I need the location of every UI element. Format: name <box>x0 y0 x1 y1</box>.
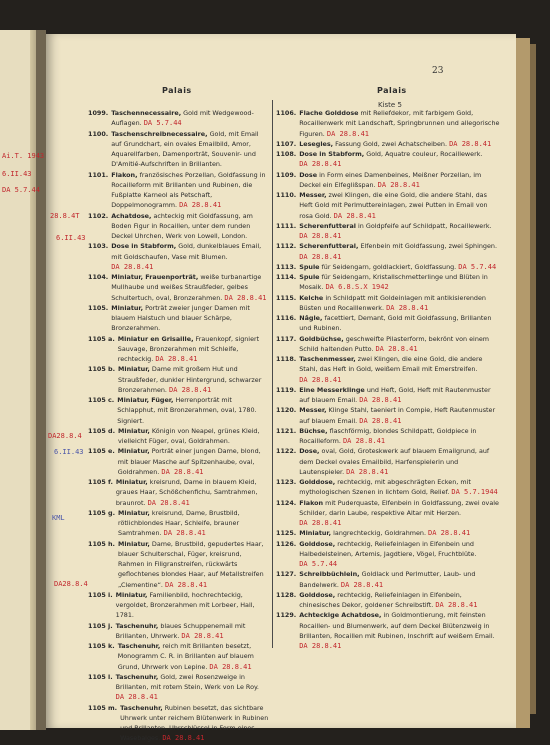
entry-number: 1114. <box>276 273 297 281</box>
entry-description <box>118 539 270 590</box>
entry-text: rechteckig, Reliefeinlagen in Elfenbein und Halbedelsteinen, Artemis, Jagdtiere, Vögel, Fruchtblüte. <box>299 539 477 558</box>
entry-number: 1105 h. <box>88 539 115 548</box>
margin-handwritten-note: 6.II.43 <box>56 234 86 242</box>
handwritten-red-note: DA 28.8.41 <box>333 211 376 220</box>
inventory-entry <box>276 539 502 570</box>
entry-text: in Schildpatt mit Goldeinlagen mit antikisierenden Büsten und Rocaillenwerk. <box>299 293 486 312</box>
inventory-entry <box>276 590 502 611</box>
entry-text: für Seidengarn, Kristallschmetterlinge und Blüten in Mosaik. <box>299 273 488 292</box>
entry-item-name: Taschennecessaire, <box>111 109 182 117</box>
entry-description <box>299 477 502 498</box>
handwritten-red-note: DA 28.8.41 <box>346 467 389 476</box>
inventory-entry <box>88 590 270 621</box>
entry-number: 1104. <box>88 273 109 281</box>
entry-item-name: Taschenuhr, <box>115 672 159 681</box>
entry-number: 1101. <box>88 170 109 179</box>
handwritten-red-note: DA 5.7.1944 <box>451 488 498 497</box>
entry-text: achteckig mit Goldfassung, am Boden Figur in Rocaillen, unter dem runden Deckel Uhrchen, Werk von Lowell, London. <box>111 211 253 240</box>
entry-text: kreisrund, Dame, Brustbild, rötlichblondes Haar, Schleife, brauner Samtrahmen. <box>118 508 240 538</box>
entry-text: Dame mit großem Hut und Straußfeder, dunkler Hintergrund, schwarzer Bronzerahmen. <box>118 365 262 394</box>
entry-text: Goldlack und Perlmutter, Laub- und Bandelwerk. <box>299 570 476 589</box>
inventory-entry <box>88 170 270 211</box>
inventory-entry <box>88 446 270 477</box>
entry-number: 1105 i. <box>88 590 113 599</box>
inventory-entry <box>276 221 502 242</box>
inventory-entry <box>276 139 502 149</box>
entry-number: 1124. <box>276 498 297 507</box>
handwritten-red-note: DA 28.8.41 <box>359 396 402 404</box>
inventory-entry <box>88 272 270 303</box>
left-inventory-column <box>88 108 270 744</box>
entry-text: Klinge Stahl, taeniert in Compie, Heft Rautenmuster auf blauem Email. <box>299 406 496 425</box>
entry-number: 1117. <box>276 334 297 343</box>
inventory-entry <box>276 170 502 191</box>
entry-number: 1105 a. <box>88 334 115 343</box>
entry-item-name: Dose, <box>299 447 320 456</box>
handwritten-red-note: DA 28.8.41 <box>161 467 204 476</box>
entry-item-name: Messer, <box>299 191 327 199</box>
entry-number: 1105 m. <box>88 703 118 712</box>
entry-text: für Seidengarn, goldlackiert, Goldfassung. <box>321 262 457 271</box>
entry-text: zwei Klingen, die eine Gold, die andere Stahl, das Heft in Gold, weißem Email mit Emerstreifen. <box>299 355 483 374</box>
entry-description <box>299 262 502 272</box>
entry-description <box>299 139 502 149</box>
entry-item-name: Taschenuhr, <box>115 621 159 630</box>
entry-number: 1105 l. <box>88 672 113 681</box>
entry-description <box>299 446 502 477</box>
handwritten-red-note: DA 5.7.44 <box>299 560 338 568</box>
entry-number: 1109. <box>276 170 297 179</box>
handwritten-red-note: DA 28.8.41 <box>224 293 267 302</box>
entry-number: 1105 c. <box>88 396 115 404</box>
handwritten-red-note: DA 28.8.41 <box>163 529 206 538</box>
inventory-entry <box>88 334 270 365</box>
handwritten-red-note: DA 28.8.41 <box>299 252 342 261</box>
handwritten-red-note: DA 28.8.41 <box>299 232 342 240</box>
entry-description <box>299 313 502 334</box>
entry-description <box>299 528 502 538</box>
entry-item-name: Miniatur, Frauenporträt, <box>111 273 199 281</box>
handwritten-red-note: DA 28.8.41 <box>428 529 471 538</box>
handwritten-red-note: DA 28.8.41 <box>299 519 342 527</box>
entry-text: Porträt zweier junger Damen mit blauem Halstuch und blauer Schärpe, Bronzerahmen. <box>111 303 250 333</box>
entry-text: Gold mit Wedgewood-Auflagen. <box>111 109 254 128</box>
entry-item-name: Golddose, <box>299 590 336 599</box>
entry-description <box>116 621 270 642</box>
entry-number: 1105 b. <box>88 365 116 374</box>
handwritten-red-note: DA 5.7.44 <box>143 119 182 128</box>
entry-description <box>299 190 502 221</box>
column-divider <box>272 100 273 648</box>
handwritten-red-note: DA 28.8.41 <box>435 601 478 609</box>
inventory-entry <box>276 446 502 477</box>
entry-number: 1126. <box>276 539 297 548</box>
inventory-entry <box>276 262 502 272</box>
entry-number: 1125. <box>276 529 297 538</box>
entry-item-name: Achteckige Achatdose, <box>299 611 382 620</box>
inventory-entry <box>276 426 502 447</box>
left-column-heading: Palais <box>162 86 192 95</box>
entry-number: 1105 g. <box>88 508 116 517</box>
entry-text: weiße turbanartige Mullhaube und weißes Straußfeder, gelbes Schultertuch, oval, Bronzerahmen. <box>111 273 262 302</box>
entry-item-name: Taschenmesser, <box>299 355 356 363</box>
right-column-heading: Palais <box>377 86 407 95</box>
handwritten-red-note: DA 28.8.41 <box>209 662 252 671</box>
handwritten-red-note: DA 28.8.41 <box>179 201 222 210</box>
handwritten-red-note: DA 28.8.41 <box>111 262 154 271</box>
handwritten-red-note: DA 28.8.41 <box>326 129 370 138</box>
handwritten-red-note: DA 28.8.41 <box>169 385 212 394</box>
entry-item-name: Dose in Stabform, <box>299 150 365 158</box>
inventory-entry <box>88 477 270 508</box>
entry-number: 1127. <box>276 570 297 579</box>
entry-text: Fassung Gold, zwei Achatscheiben. <box>335 139 448 148</box>
inventory-entry <box>88 364 270 395</box>
inventory-entry <box>88 395 270 426</box>
entry-text: kreisrund, Dame in blauem Kleid, graues Haar, Schößchenfichu, Samtrahmen, braunrot. <box>115 478 258 507</box>
entry-description <box>118 446 270 477</box>
entry-number: 1102. <box>88 211 109 220</box>
entry-text: flaschförmig, blondes Schildpatt, Goldpiece in Rocailleform. <box>299 426 477 445</box>
entry-text: Familienbild, hochrechteckig, vergoldet, Bronzerahmen mit Lorbeer, Hall, 1781. <box>115 590 255 620</box>
entry-item-name: Flakon <box>299 498 324 507</box>
inventory-entry <box>276 385 502 406</box>
entry-number: 1103. <box>88 242 109 251</box>
inventory-entry <box>276 354 502 385</box>
margin-handwritten-note: 6.II.43 <box>2 170 32 178</box>
margin-handwritten-note: DA28.8.4 <box>54 580 88 588</box>
inventory-entry <box>88 621 270 642</box>
entry-item-name: Golddose, <box>299 478 336 486</box>
entry-item-name: Nâgle, <box>299 314 323 322</box>
inventory-entry <box>276 293 502 314</box>
handwritten-red-note: DA 28.8.41 <box>375 344 418 353</box>
entry-description <box>299 293 502 314</box>
entry-description <box>299 610 502 651</box>
entry-text: Gold, Aquatre couleur, Rocaillewerk. <box>366 150 483 158</box>
inventory-entry <box>276 405 502 426</box>
book-cover-edge <box>530 44 536 714</box>
entry-number: 1099. <box>88 109 109 117</box>
entry-text: rechteckig, Reliefeinlagen in Elfenbein, chinesisches Dekor, goldener Schreibstift. <box>299 590 462 609</box>
inventory-entry <box>88 211 270 242</box>
entry-number: 1115. <box>276 293 297 302</box>
entry-number: 1108. <box>276 150 297 158</box>
entry-item-name: Miniatur, <box>118 426 150 435</box>
handwritten-red-note: DA 28.8.41 <box>162 734 205 743</box>
margin-handwritten-note: DA 5.7.44 <box>2 186 40 194</box>
handwritten-red-note: DA 28.8.41 <box>340 580 384 589</box>
entry-text: Porträt einer jungen Dame, blond, mit blauer Masche auf Spitzenhaube, oval, Goldrahmen. <box>117 447 261 476</box>
entry-number: 1123. <box>276 478 297 486</box>
entry-item-name: Scherenfutteral <box>299 221 356 230</box>
entry-text: in Goldmontierung, mit feinsten Rocaillen- und Blumenwerk, auf dem Deckel Blütenzweig in Brillanten, Rocaillen mit Rubinen, Inschrift auf weißem Email. <box>299 611 495 640</box>
entry-item-name: Miniatur, <box>111 303 144 312</box>
entry-item-name: Eine Messerklinge <box>299 385 365 394</box>
entry-item-name: Miniatur, <box>118 508 150 517</box>
entry-number: 1110. <box>276 191 297 199</box>
entry-item-name: Scherenfutteral, <box>299 242 359 251</box>
entry-number: 1121. <box>276 426 297 435</box>
entry-number: 1105 f. <box>88 478 113 486</box>
entry-number: 1122. <box>276 447 297 456</box>
entry-description <box>299 334 502 355</box>
inventory-entry <box>88 303 270 334</box>
entry-item-name: Taschenschreibnecessaire, <box>111 129 208 138</box>
inventory-entry <box>276 149 502 170</box>
entry-item-name: Lesegles, <box>299 139 334 148</box>
margin-handwritten-note: 28.8.4T <box>50 212 80 220</box>
inventory-entry <box>276 569 502 590</box>
page-number: 23 <box>432 66 444 76</box>
handwritten-red-note: DA 28.8.41 <box>299 642 342 650</box>
entry-description <box>111 303 270 334</box>
entry-number: 1105 j. <box>88 621 113 630</box>
entry-text: Dame, Brustbild, gepudertes Haar, blauer Schulterschal, Füger, kreisrund, Rahmen in Filigranstreifen, rückwärts geflochtenes blondes Haar, auf Metallstreifen „Clementine“. <box>118 539 264 589</box>
entry-text: Gold, mit Email auf Grundchart, ein ovales Emailbild, Amor, Aquarellfarben, Damenporträt, Souvenir- und D'Amitié-Aufschriften in Brillanten. <box>111 129 259 169</box>
entry-item-name: Miniatur, <box>299 529 332 538</box>
entry-text: oval, Gold, Groteskwerk auf blauem Emailgrund, auf dem Deckel ovales Emailbild, Harfenspielerin und Lautenspieler. <box>299 447 490 476</box>
right-column-subheading: Kiste 5 <box>378 101 402 109</box>
handwritten-red-note: DA 28.8.41 <box>115 693 158 702</box>
entry-number: 1105 d. <box>88 426 116 435</box>
entry-text: Elfenbein mit Goldfassung, zwei Sphingen. <box>360 242 497 251</box>
entry-text: in Goldpfeife auf Schildpatt, Rocaillewerk. <box>358 221 492 230</box>
entry-description <box>299 539 502 570</box>
entry-text: langrechteckig, Goldrahmen. <box>333 529 426 538</box>
entry-text: zwei Klingen, die eine Gold, die andere Stahl, das Heft Gold mit Perlmuttereinlagen, zwei Putten in Email von rosa Gold. <box>299 191 488 220</box>
entry-description <box>299 385 502 406</box>
entry-item-name: Miniatur, <box>118 539 150 548</box>
entry-item-name: Miniatur, <box>117 447 150 456</box>
entry-description <box>299 498 502 529</box>
entry-number: 1119. <box>276 385 297 394</box>
entry-text: mit Puderquaste, Elfenbein in Goldfassung, zwei ovale Schilder, darin Laube, respektive Altar mit Herzen. <box>299 498 499 517</box>
inventory-entry <box>88 108 270 129</box>
entry-text: facettiert, Demant, Gold mit Goldfassung, Brillanten und Rubinen. <box>299 314 492 333</box>
entry-description <box>299 590 502 611</box>
entry-text: Frauenkopf, signiert Sauvage, Bronzerahmen mit Schleife, rechteckig. <box>117 334 260 363</box>
handwritten-red-note: DA 6.8.S.X 1942 <box>325 283 389 292</box>
entry-text: Rubinen besetzt, das sichtbare Uhrwerk unter reichem Blütenwerk in Rubinen und Brillanten, Uhrschlüssel in Form eines Wasebalges. <box>120 703 269 743</box>
inventory-entry <box>276 610 502 651</box>
entry-text: französisches Porzellan, Goldfassung in Rocailleform mit Brillanten und Rubinen, die Fußplatte Karneol als Petschaft, Doppelmonogramm. <box>111 170 266 210</box>
inventory-entry <box>276 498 502 529</box>
margin-handwritten-note: Ai.T. 1943 <box>2 152 45 160</box>
inventory-entry <box>276 528 502 538</box>
entry-text: Herrenporträt mit Schlapphut, mit Bronzerahmen, oval, 1780. Signiert. <box>117 396 257 425</box>
entry-item-name: Miniatur, <box>115 590 148 599</box>
entry-description <box>118 426 270 447</box>
inventory-entry <box>88 539 270 590</box>
entry-number: 1111. <box>276 221 297 230</box>
entry-item-name: Miniatur, <box>115 478 148 486</box>
handwritten-red-note: DA 28.8.41 <box>449 139 492 148</box>
margin-handwritten-note: DA28.8.4 <box>48 432 82 440</box>
inventory-entry <box>276 313 502 334</box>
entry-item-name: Taschenuhr, <box>120 703 163 712</box>
entry-text: und Heft, Gold, Heft mit Rautenmuster auf blauem Email. <box>299 385 491 404</box>
inventory-entry <box>276 272 502 293</box>
entry-text: mit Reliefdekor, mit farbigem Gold, Rocaillenwerk mit Landschaft, Springbrunnen und allegorische Figuren. <box>299 109 500 138</box>
entry-text: geschweifte Pilasterform, bekrönt von einem Schild haltenden Putto. <box>299 334 490 353</box>
handwritten-red-note: DA 28.8.41 <box>386 303 429 312</box>
entry-item-name: Goldbüchse, <box>299 334 344 343</box>
entry-description <box>299 149 502 170</box>
handwritten-red-note: DA 28.8.41 <box>359 416 402 425</box>
inventory-entry <box>276 241 502 262</box>
handwritten-red-note: DA 5.7.44 <box>458 262 497 271</box>
entry-item-name: Schreibbüchlein, <box>299 570 360 579</box>
inventory-entry <box>88 508 270 539</box>
entry-item-name: Flache Golddose <box>299 109 359 117</box>
entry-item-name: Golddose, <box>299 539 336 548</box>
margin-handwritten-note: 6.II.43 <box>54 448 84 456</box>
entry-text: Gold, zwei Rosenzweige in Brillanten, mit rotem Stein, Werk von Le Roy. <box>115 672 259 691</box>
handwritten-red-note: DA 28.8.41 <box>155 355 198 363</box>
handwritten-red-note: DA 28.8.41 <box>181 631 224 640</box>
entry-description <box>116 477 270 508</box>
entry-number: 1129. <box>276 611 297 620</box>
entry-description <box>118 364 270 395</box>
margin-handwritten-note: KML <box>52 514 65 522</box>
entry-description <box>299 221 502 242</box>
entry-item-name: Miniatur en Grisaille, <box>117 334 194 343</box>
inventory-entry <box>88 672 270 703</box>
handwritten-red-note: DA 28.8.41 <box>377 180 420 189</box>
entry-item-name: Messer, <box>299 406 327 415</box>
inventory-entry <box>88 641 270 672</box>
entry-number: 1113. <box>276 262 297 271</box>
entry-description <box>118 508 270 539</box>
right-inventory-column <box>276 108 502 651</box>
entry-description <box>111 170 270 211</box>
entry-description <box>299 569 502 590</box>
handwritten-red-note: DA 28.8.41 <box>147 498 190 507</box>
inventory-entry <box>88 703 270 744</box>
entry-item-name: Achatdose, <box>111 211 152 220</box>
entry-item-name: Kelche <box>299 293 324 302</box>
entry-text: in Form eines Damenbeines, Meißner Porzellan, im Deckel ein Elfeglißspan. <box>299 170 482 189</box>
entry-number: 1105 e. <box>88 447 115 456</box>
entry-description <box>299 426 502 447</box>
entry-description <box>117 395 270 426</box>
entry-description <box>116 672 270 703</box>
entry-number: 1120. <box>276 406 297 415</box>
entry-description <box>299 354 502 385</box>
entry-item-name: Büchse, <box>299 426 328 435</box>
handwritten-red-note: DA 28.8.41 <box>299 160 342 169</box>
handwritten-red-note: DA 28.8.41 <box>299 375 342 384</box>
handwritten-red-note: DA 28.8.41 <box>342 437 386 445</box>
inventory-entry <box>276 477 502 498</box>
entry-item-name: Miniatur, <box>118 365 150 374</box>
entry-text: rechteckig, mit abgeschrägten Ecken, mit mythologischen Szenen in lichtem Gold, Relief. <box>299 478 471 497</box>
entry-description <box>111 129 270 170</box>
entry-text: Gold, dunkelblaues Email, mit Goldschaufen, Vase mit Blumen. <box>111 242 262 261</box>
entry-description <box>299 241 502 262</box>
entry-item-name: Miniatur, Füger, <box>117 396 174 404</box>
entry-item-name: Dose in Stabform, <box>111 242 177 251</box>
entry-description <box>111 108 270 129</box>
inventory-entry <box>276 190 502 221</box>
inventory-entry <box>276 334 502 355</box>
entry-number: 1106. <box>276 109 297 117</box>
inventory-entry <box>276 108 502 139</box>
entry-description <box>299 170 502 191</box>
entry-number: 1112. <box>276 242 297 251</box>
entry-description <box>299 108 502 139</box>
inventory-entry <box>88 426 270 447</box>
entry-item-name: Spule <box>299 273 320 281</box>
inventory-entry <box>88 129 270 170</box>
entry-description <box>111 241 270 272</box>
entry-number: 1118. <box>276 355 297 363</box>
entry-item-name: Dose <box>299 170 318 179</box>
handwritten-red-note: DA 28.8.41 <box>165 580 208 589</box>
entry-number: 1105. <box>88 303 109 312</box>
entry-number: 1100. <box>88 129 109 138</box>
entry-description <box>120 703 270 744</box>
entry-number: 1107. <box>276 139 297 148</box>
book-spine <box>36 30 46 730</box>
entry-description <box>116 590 270 621</box>
entry-text: Königin von Neapel, grünes Kleid, vielleicht Füger, oval, Goldrahmen. <box>118 426 260 445</box>
page-stack-edge <box>516 38 530 728</box>
entry-text: blaues Schuppenemail mit Brillanten, Uhrwerk. <box>115 621 246 640</box>
entry-description <box>118 641 270 672</box>
entry-description <box>299 272 502 293</box>
entry-item-name: Flakon, <box>111 170 138 179</box>
entry-description <box>118 334 270 365</box>
entry-text: reich mit Brillanten besetzt, Monogramm C. R. in Brillanten auf blauem Grund, Uhrwerk von Lepine. <box>117 642 254 671</box>
entry-number: 1116. <box>276 314 297 322</box>
entry-description <box>111 272 270 303</box>
entry-number: 1128. <box>276 590 297 599</box>
entry-number: 1105 k. <box>88 642 115 650</box>
entry-item-name: Taschenuhr, <box>117 642 161 650</box>
entry-description <box>299 405 502 426</box>
entry-item-name: Spule <box>299 262 320 271</box>
inventory-entry <box>88 241 270 272</box>
entry-description <box>111 211 270 242</box>
